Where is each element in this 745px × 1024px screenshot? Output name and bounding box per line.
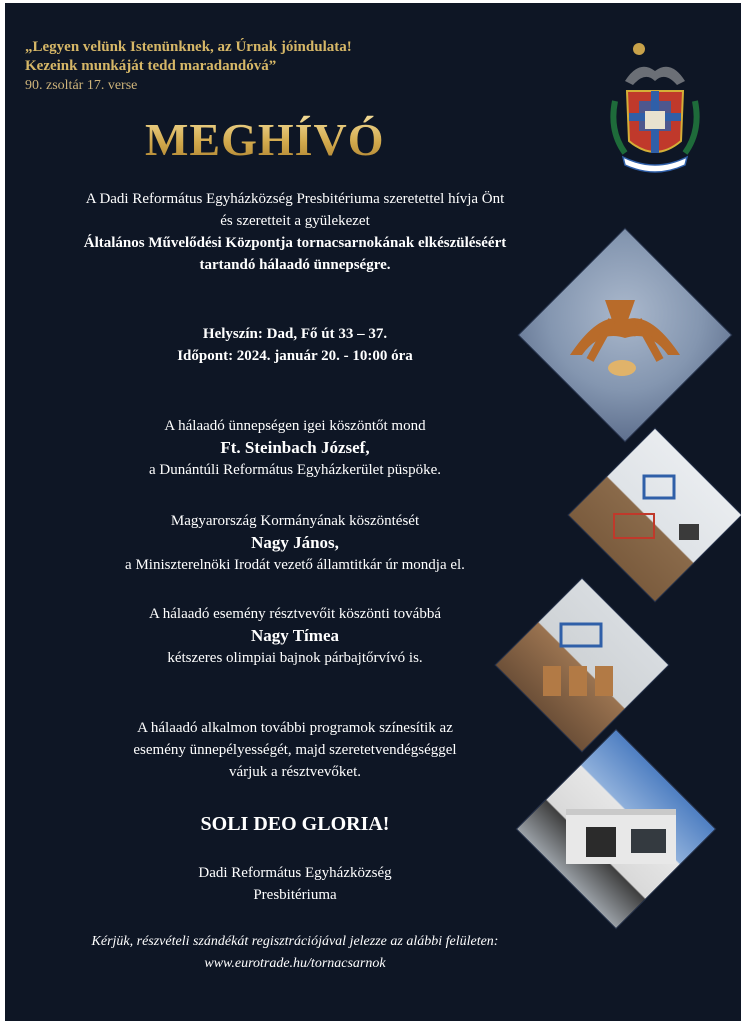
intro-line-1: A Dadi Református Egyházközség Presbitériuma szeretettel hívja Önt: [85, 191, 505, 207]
speaker-1-role: a Dunántúli Református Egyházkerület püspöke.: [148, 462, 441, 478]
signature-line-2: Presbitériuma: [253, 887, 337, 903]
coat-of-arms-logo: [605, 41, 705, 181]
signature: [15, 862, 575, 906]
speaker-2-role: a Miniszterelnöki Irodát vezető államtitkár úr mondja el.: [125, 557, 465, 573]
motto: SOLI DEO GLORIA!: [200, 813, 390, 835]
speaker-1-name: Ft. Steinbach József,: [220, 438, 370, 457]
event-details: [15, 323, 575, 367]
invitation-page: [5, 3, 741, 1021]
invitation-title: MEGHÍVÓ: [145, 113, 445, 166]
speaker-1-intro: A hálaadó ünnepségen igei köszöntőt mond: [164, 418, 426, 434]
intro-text: [15, 188, 575, 276]
intro-line-2: és szeretteit a gyülekezet: [220, 213, 370, 229]
speaker-2-intro: Magyarország Kormányának köszöntését: [170, 513, 420, 529]
speaker-1-block: [15, 415, 575, 481]
verse-line-2: Kezeink munkáját tedd maradandóvá”: [25, 58, 277, 74]
speaker-2-block: [15, 510, 575, 576]
registration-text: Kérjük, részvételi szándékát regisztrációjával jelezze az alábbi felületen:: [91, 934, 499, 949]
intro-line-3: Általános Művelődési Központja tornacsarnokának elkészüléséért: [83, 235, 507, 251]
registration-note: [15, 931, 575, 975]
time-text: Időpont: 2024. január 20. - 10:00 óra: [177, 348, 413, 364]
speaker-2-name: Nagy János,: [251, 533, 339, 552]
closing-text: [15, 717, 575, 783]
verse-reference: 90. zsoltár 17. verse: [25, 78, 138, 93]
closing-line-2: esemény ünnepélyességét, majd szeretetvendégséggel: [133, 742, 457, 758]
gym-basket-photo: [567, 427, 741, 602]
intro-line-4: tartandó hálaadó ünnepségre.: [199, 257, 391, 273]
speaker-3-name: Nagy Tímea: [251, 626, 339, 645]
speaker-3-block: [15, 603, 575, 669]
bible-verse: [25, 38, 352, 95]
signature-line-1: Dadi Református Egyházközség: [198, 865, 392, 881]
location-text: Helyszín: Dad, Fő út 33 – 37.: [202, 326, 388, 342]
verse-line-1: „Legyen velünk Istenünknek, az Úrnak jóindulata!: [25, 39, 352, 55]
closing-line-3: várjuk a résztvevőket.: [228, 764, 362, 780]
speaker-3-role: kétszeres olimpiai bajnok párbajtőrvívó is.: [167, 650, 423, 666]
closing-line-1: A hálaadó alkalmon további programok színesítik az: [137, 720, 453, 736]
speaker-3-intro: A hálaadó esemény résztvevőit köszönti továbbá: [149, 606, 441, 622]
registration-url: www.eurotrade.hu/tornacsarnok: [204, 956, 386, 971]
